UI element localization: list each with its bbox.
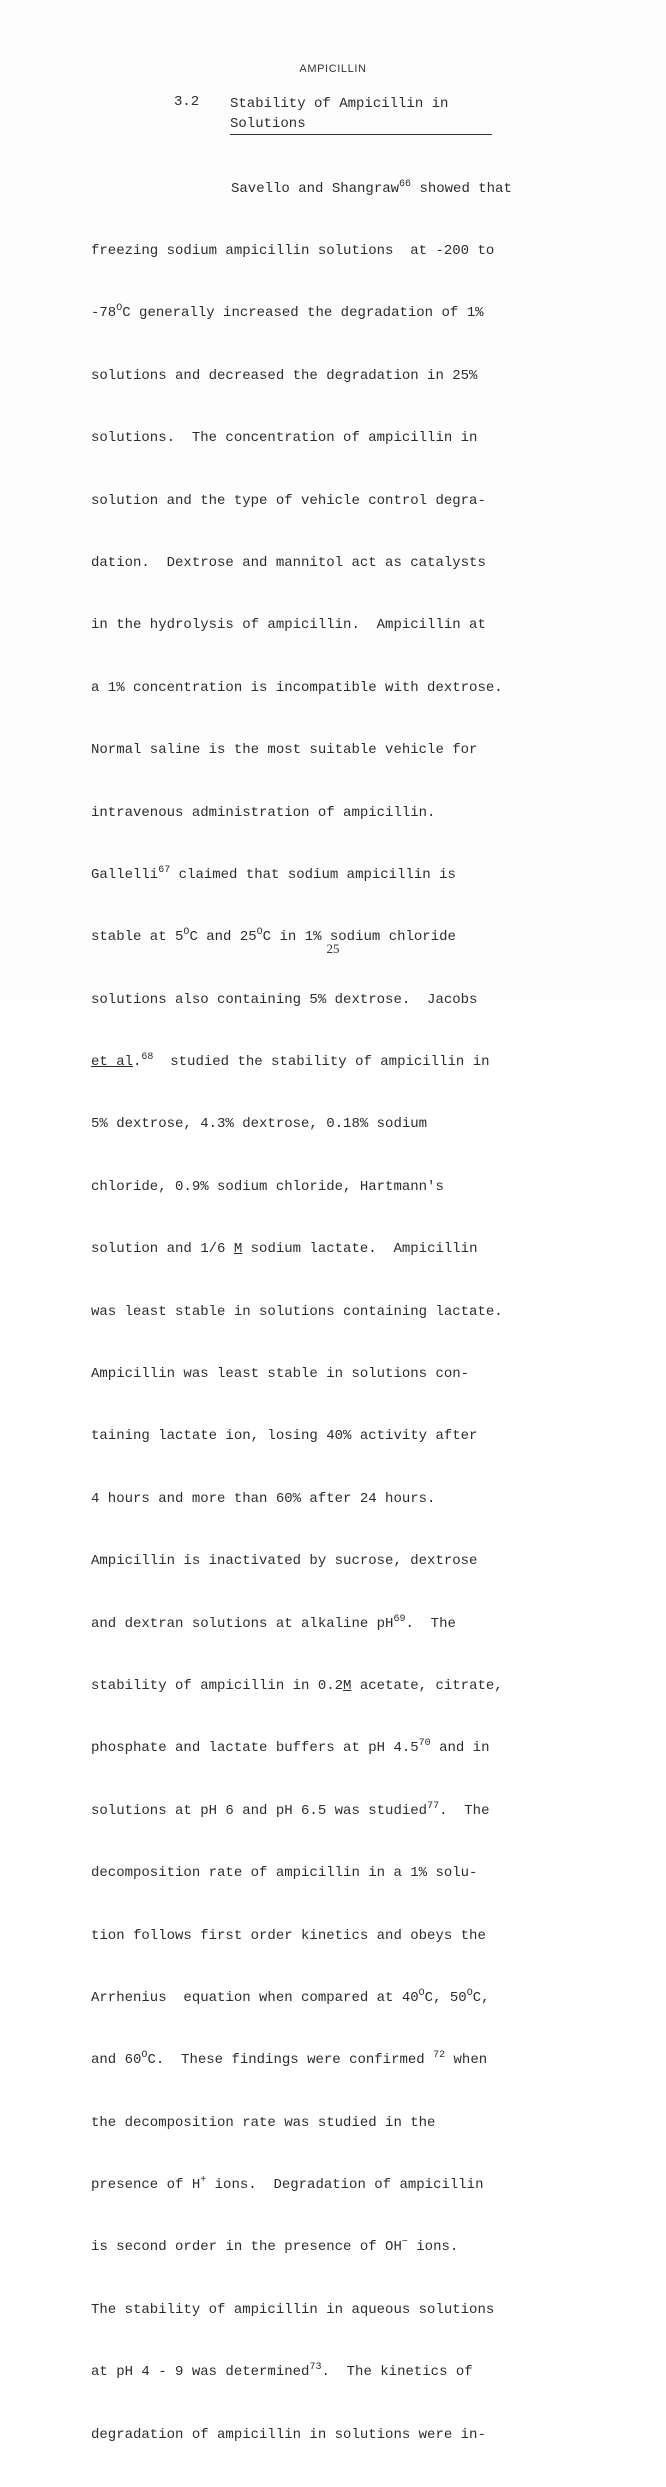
text-line: solution and 1/6 M sodium lactate. Ampicillin bbox=[91, 1241, 478, 1258]
text-line: and dextran solutions at alkaline $pH^{69}$. The bbox=[91, 1613, 456, 1632]
text-line: et al.$^{68}$ studied the stability of ampicillin in bbox=[91, 1052, 490, 1071]
text-line: solution and the type of vehicle control degra- bbox=[91, 492, 486, 509]
text-line: Arrhenius equation when compared at $40^OC$, $50^OC$, bbox=[91, 1987, 490, 2006]
text-line: chloride, 0.9% sodium chloride, Hartmann's bbox=[91, 1178, 444, 1195]
text-line: degradation of ampicillin in solutions were in- bbox=[91, 2426, 486, 2443]
section-number: 3.2 bbox=[174, 94, 200, 110]
text-line: freezing sodium ampicillin solutions at -200 to bbox=[91, 242, 495, 259]
text-line: intravenous administration of ampicillin. bbox=[91, 804, 436, 821]
text-line: $-78^OC$ generally increased the degradation of 1% bbox=[91, 303, 484, 322]
text-line: Ampicillin is inactivated by sucrose, dextrose bbox=[91, 1553, 478, 1570]
text-line: Savello and Shangraw$^{66}$ showed that bbox=[231, 178, 512, 197]
text-line: in the hydrolysis of ampicillin. Ampicillin at bbox=[91, 617, 486, 634]
text-line: and $60^OC$. These findings were confirmed $^{72}$ when bbox=[91, 2050, 488, 2069]
text-line: solutions and decreased the degradation in 25% bbox=[91, 367, 478, 384]
text-line: Normal saline is the most suitable vehicle for bbox=[91, 742, 478, 759]
text-line: 5% dextrose, 4.3% dextrose, 0.18% sodium bbox=[91, 1116, 428, 1133]
section-title-line2: Solutions bbox=[230, 114, 492, 135]
text-line: phosphate and lactate buffers at pH $4.5^{70}$ and in bbox=[91, 1738, 490, 1757]
text-line: presence of H+ ions. Degradation of ampicillin bbox=[91, 2175, 484, 2194]
section-title bbox=[230, 94, 492, 135]
text-line: solutions. The concentration of ampicillin in bbox=[91, 430, 478, 447]
text-line: is second order in the presence of OH− ions. bbox=[91, 2237, 459, 2256]
text-line: was least stable in solutions containing lactate. bbox=[91, 1303, 503, 1320]
text-line: at pH 4 - 9 was determined$^{73}$. The kinetics of bbox=[91, 2362, 473, 2381]
page-number: 25 bbox=[326, 941, 340, 956]
text-line: tion follows first order kinetics and obeys the bbox=[91, 1927, 486, 1944]
text-line: 4 hours and more than 60% after 24 hours. bbox=[91, 1490, 436, 1507]
text-line: the decomposition rate was studied in the bbox=[91, 2114, 436, 2131]
text-line: decomposition rate of ampicillin in a 1% solu- bbox=[91, 1865, 478, 1882]
text-line: stability of ampicillin in 0.2M acetate, citrate, bbox=[91, 1677, 503, 1694]
text-line: Ampicillin was least stable in solutions con- bbox=[91, 1366, 470, 1383]
text-line: The stability of ampicillin in aqueous solutions bbox=[91, 2301, 495, 2318]
text-line: solutions also containing 5% dextrose. Jacobs bbox=[91, 991, 478, 1008]
text-line: a 1% concentration is incompatible with dextrose. bbox=[91, 679, 503, 696]
section-title-line1: Stability of Ampicillin in bbox=[230, 96, 449, 112]
text-line: dation. Dextrose and mannitol act as catalysts bbox=[91, 554, 486, 571]
text-line: Gallelli$^{67}$ claimed that sodium ampicillin is bbox=[91, 864, 456, 883]
running-head: AMPICILLIN bbox=[299, 63, 367, 75]
text-line: solutions at pH 6 and pH 6.5 was studied$^{77}$. The bbox=[91, 1800, 490, 1819]
text-line: taining lactate ion, losing 40% activity after bbox=[91, 1428, 478, 1445]
text-line: stable at $5^OC$ and $25^OC$ in 1% sodium chloride bbox=[91, 927, 456, 946]
body-paragraph bbox=[91, 137, 651, 2487]
